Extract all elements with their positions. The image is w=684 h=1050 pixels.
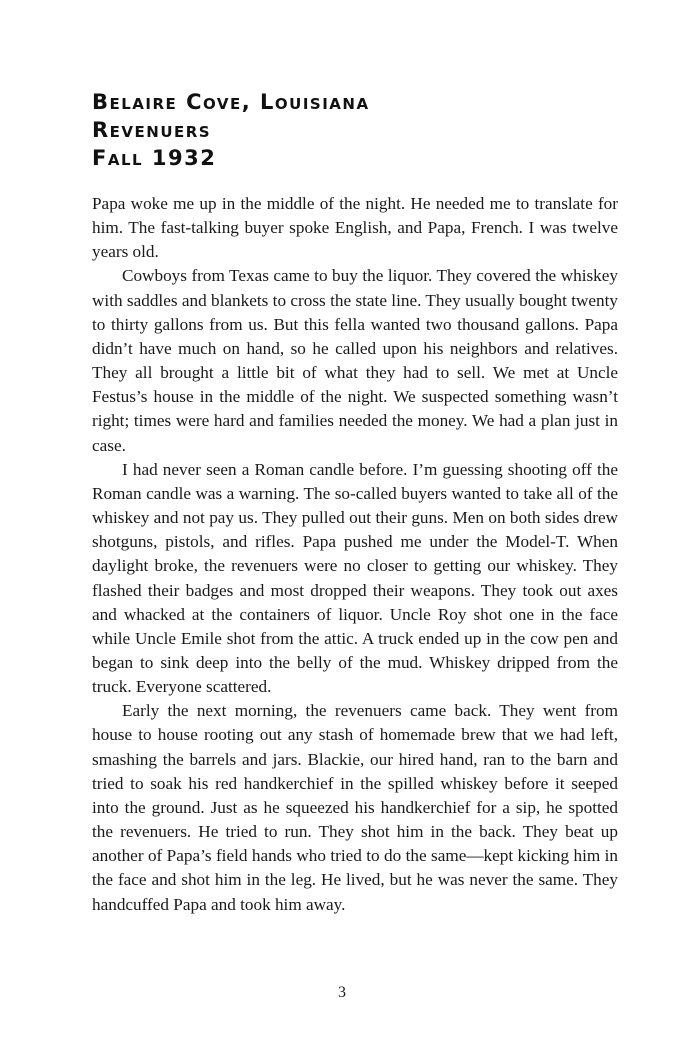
heading-date: Fall 1932 <box>92 146 217 170</box>
body-text <box>92 192 618 917</box>
paragraph: Early the next morning, the revenuers came back. They went from house to house rooting out any stash of homemade brew that we had left, smashing the barrels and jars. Blackie, our hired hand, ran to the barn and tried to soak his red handkerchief in the spilled whiskey before it seeped into the ground. Just as he squeezed his handkerchief for a sip, he spotted the revenuers. He tried to run. They shot him in the back. They beat up another of Papa’s field hands who tried to do the same—kept kicking him in the face and shot him in the leg. He lived, but he was never the same. They handcuffed Papa and took him away. <box>92 701 618 914</box>
paragraph: Papa woke me up in the middle of the night. He needed me to translate for him. The fast-talking buyer spoke English, and Papa, French. I was twelve years old. <box>92 194 618 262</box>
paragraph: I had never seen a Roman candle before. I’m guessing shooting off the Roman candle was a warning. The so-called buyers wanted to take all of the whiskey and not pay us. They pulled out their guns. Men on both sides drew shotguns, pistols, and rifles. Papa pushed me under the Model-T. When daylight broke, the revenuers were no closer to getting our whiskey. They flashed their badges and most dropped their weapons. They took out axes and whacked at the containers of liquor. Uncle Roy shot one in the face while Uncle Emile shot from the attic. A truck ended up in the cow pen and began to sink deep into the belly of the mud. Whiskey dripped from the truck. Everyone scattered. <box>92 459 618 697</box>
heading-title: Revenuers <box>92 118 212 142</box>
chapter-heading <box>92 88 618 172</box>
page-number: 3 <box>338 984 346 1001</box>
paragraph: Cowboys from Texas came to buy the liquor. They covered the whiskey with saddles and blankets to cross the state line. They usually bought twenty to thirty gallons from us. But this fella wanted two thousand gallons. Papa didn’t have much on hand, so he called upon his neighbors and relatives. They all brought a little bit of what they had to sell. We met at Uncle Festus’s house in the middle of the night. We suspected something wasn’t right; times were hard and families needed the money. We had a plan just in case. <box>92 266 618 455</box>
page-content <box>92 88 618 917</box>
heading-location: Belaire Cove, Louisiana <box>92 90 370 114</box>
